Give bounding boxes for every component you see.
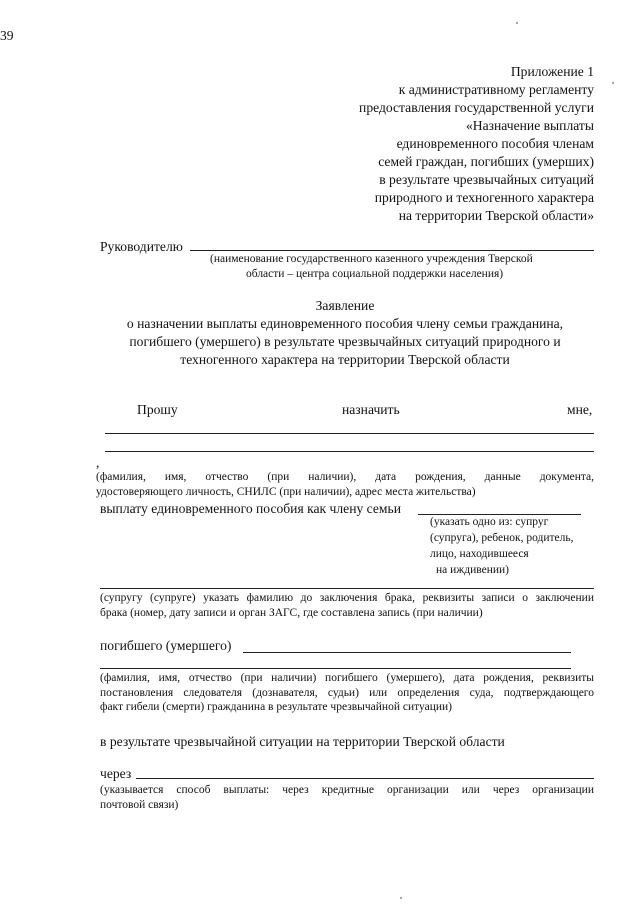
appendix-line: к административному регламенту	[398, 82, 594, 97]
document-title-line: о назначении выплаты единовременного пособия члену семьи гражданина,	[126, 316, 564, 331]
relation-hint: лицо, находившееся	[430, 548, 529, 560]
appendix-line: семей граждан, погибших (умерших)	[378, 154, 594, 169]
addressee-label: Руководителю	[100, 239, 183, 254]
relation-hint: (супруга), ребенок, родитель,	[430, 532, 574, 544]
request-word: мне,	[567, 402, 593, 417]
relation-field-line[interactable]	[418, 514, 581, 515]
method-note: (указывается способ выплаты: через кредитные организации или через организации	[100, 784, 594, 796]
deceased-field-line[interactable]	[100, 668, 571, 669]
scan-speck	[400, 897, 402, 899]
appendix-line: «Назначение выплаты	[466, 118, 594, 133]
spouse-note: (супругу (супруге) указать фамилию до заключения брака, реквизиты записи о заключении	[100, 592, 594, 604]
spouse-field-line[interactable]	[100, 588, 594, 589]
payment-text: выплату единовременного пособия как члену семьи	[100, 501, 401, 516]
appendix-line: на территории Тверской области»	[398, 208, 594, 223]
appendix-line: природного и техногенного характера	[374, 190, 594, 205]
request-word: Прошу	[137, 402, 178, 417]
method-label: через	[100, 766, 132, 781]
addressee-note: (наименование государственного казенного учреждения Тверской	[210, 253, 533, 265]
comma-mark: ,	[96, 455, 100, 470]
deceased-label: погибшего (умершего)	[100, 638, 232, 653]
applicant-field-line[interactable]	[105, 451, 594, 452]
request-word: назначить	[342, 402, 400, 417]
document-heading: Заявление	[315, 298, 375, 313]
appendix-line: Приложение 1	[510, 64, 594, 79]
emergency-text: в результате чрезвычайной ситуации на территории Тверской области	[100, 734, 505, 749]
applicant-field-line[interactable]	[105, 433, 594, 434]
deceased-note: (фамилия, имя, отчество (при наличии) погибшего (умершего), дата рождения, реквизиты	[100, 672, 594, 684]
appendix-line: в результате чрезвычайных ситуаций	[379, 172, 594, 187]
appendix-line: предоставления государственной услуги	[359, 100, 594, 115]
addressee-note: области – центра социальной поддержки населения)	[246, 268, 504, 280]
appendix-line: единовременного пособия членам	[396, 136, 594, 151]
relation-hint: (указать одно из: супруг	[430, 516, 549, 528]
applicant-note: удостоверяющего личность, СНИЛС (при наличии), адрес места жительства)	[96, 486, 476, 498]
scan-speck	[516, 22, 518, 24]
deceased-note: факт гибели (смерти) гражданина в результате чрезвычайной ситуации)	[100, 701, 452, 713]
deceased-note: постановления следователя (дознавателя, судьи) или определения суда, подтверждающего	[100, 687, 594, 699]
deceased-field-line[interactable]	[243, 652, 571, 653]
relation-hint: на иждивении)	[436, 564, 509, 576]
applicant-note: (фамилия, имя, отчество (при наличии), дата рождения, данные документа,	[96, 471, 594, 483]
method-note: почтовой связи)	[100, 799, 179, 811]
scan-speck	[612, 82, 614, 84]
document-title-line: погибшего (умершего) в результате чрезвычайных ситуаций природного и	[129, 334, 561, 349]
method-field-line[interactable]	[136, 778, 594, 779]
document-title-line: техногенного характера на территории Тверской области	[180, 352, 510, 367]
addressee-field-line[interactable]	[190, 250, 594, 251]
spouse-note: брака (номер, дату записи и орган ЗАГС, где составлена запись (при наличии)	[100, 607, 483, 619]
page-number: 39	[0, 28, 14, 43]
